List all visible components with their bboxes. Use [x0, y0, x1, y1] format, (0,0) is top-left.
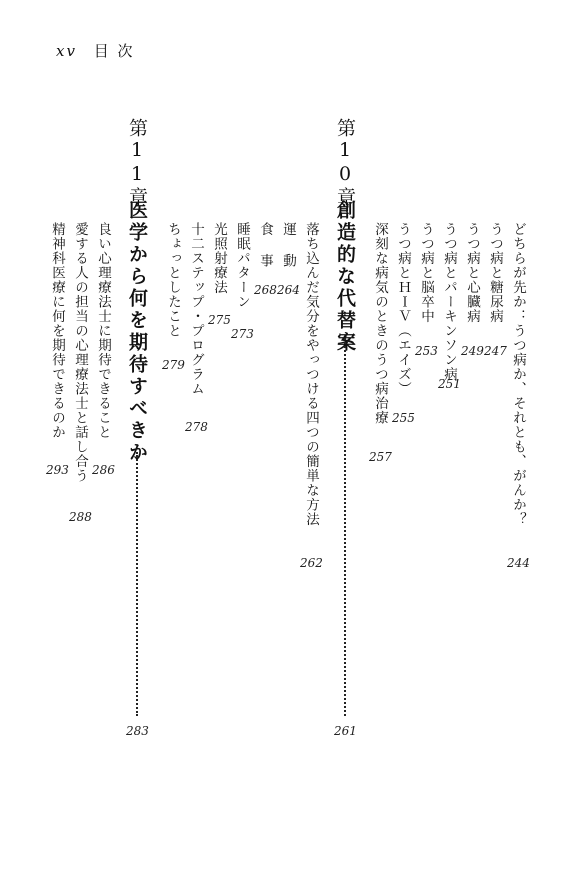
page-number: 275 [208, 313, 231, 327]
dot-leader [344, 338, 346, 716]
toc-entry: うつ病と脳卒中 [418, 222, 434, 324]
dot-leader [136, 452, 138, 716]
page-number: 268 [254, 283, 277, 297]
page-number: 261 [334, 724, 357, 738]
page-number: 264 [277, 283, 300, 297]
toc-entry: 光照射療法 [211, 222, 227, 295]
toc-entry: 愛する人の担当の心理療法士と話し合う [72, 222, 88, 483]
chapter-title: 創造的な代替案 [334, 200, 356, 354]
toc-entry: うつ病とパーキンソン病 [441, 222, 457, 382]
page-number: 253 [415, 344, 438, 358]
page-number: 283 [126, 724, 149, 738]
toc-entry: うつ病と糖尿病 [487, 222, 503, 324]
page-number: 257 [369, 450, 392, 464]
page-number: 273 [231, 327, 254, 341]
chapter-number: 第11章 [126, 118, 148, 208]
toc-entry: 睡眠パターン [234, 222, 250, 309]
toc-entry: ちょっとしたこと [165, 222, 181, 338]
toc-entry: 深刻な病気のときのうつ病治療 [372, 222, 388, 425]
page-number: 247 [484, 344, 507, 358]
toc-entry: 十二ステップ・プログラム [188, 222, 204, 396]
page-number: 286 [92, 463, 115, 477]
toc-entry: 精神科医療に何を期待できるのか [49, 222, 65, 440]
page-number: 251 [438, 377, 461, 391]
toc-entry: 良い心理療法士に期待できること [95, 222, 111, 440]
page-folio: xv [56, 42, 77, 60]
chapter-title: 医学から何を期待すべきか [126, 200, 148, 464]
toc-entry: うつ病とＨＩＶ（エイズ） [395, 222, 411, 396]
header-title: 目 次 [93, 42, 135, 60]
toc-entry: 食 事 [257, 222, 273, 268]
toc-entry: 落ち込んだ気分をやっつける四つの簡単な方法 [303, 222, 319, 527]
toc-entry: どちらが先か：うつ病か、それとも、がんか？ [510, 222, 526, 527]
page-number: 288 [69, 510, 92, 524]
page-number: 255 [392, 411, 415, 425]
chapter-number: 第10章 [334, 118, 356, 208]
page-number: 279 [162, 358, 185, 372]
toc-entry: 運 動 [280, 222, 296, 268]
page-number: 293 [46, 463, 69, 477]
running-header [56, 40, 135, 61]
toc-entry: うつ病と心臓病 [464, 222, 480, 324]
page-number: 278 [185, 420, 208, 434]
page-number: 244 [507, 556, 530, 570]
page-number: 249 [461, 344, 484, 358]
page-number: 262 [300, 556, 323, 570]
